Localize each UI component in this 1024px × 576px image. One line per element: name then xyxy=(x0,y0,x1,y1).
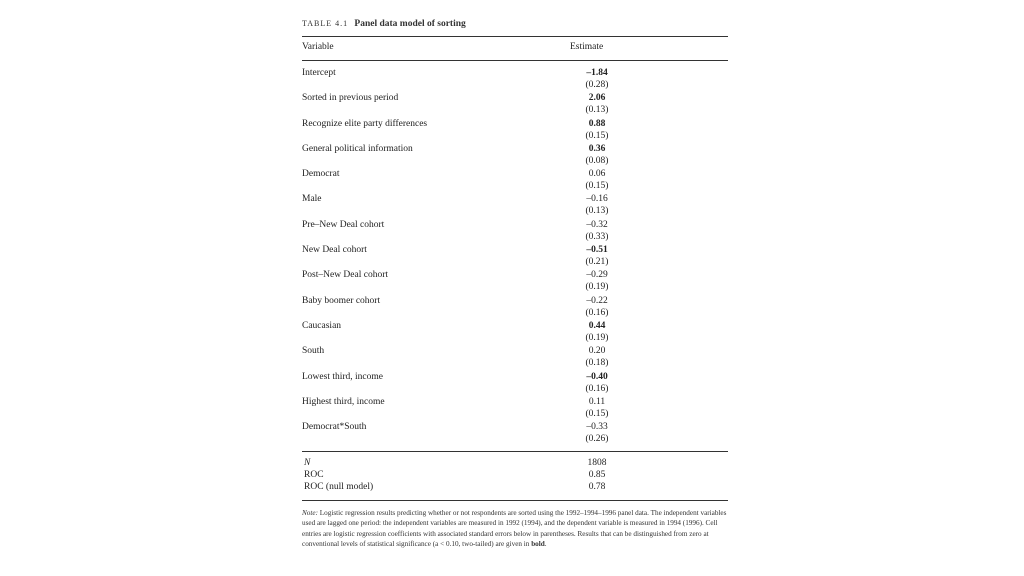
stat-value: 0.85 xyxy=(588,470,606,480)
table-row xyxy=(302,292,728,317)
table-number: TABLE 4.1 xyxy=(302,19,349,28)
row-estimate: –0.33 xyxy=(586,422,608,433)
table-note xyxy=(302,508,728,550)
body-bottom-rule xyxy=(302,451,728,452)
table-row xyxy=(302,190,728,215)
row-standard-error: (0.08) xyxy=(585,155,609,166)
table-row xyxy=(302,64,728,89)
table-row xyxy=(302,216,728,241)
row-variable: Baby boomer cohort xyxy=(302,295,381,306)
row-standard-error: (0.21) xyxy=(585,257,609,268)
row-estimate: 2.06 xyxy=(588,93,606,104)
stat-key: N xyxy=(304,458,311,468)
top-rule xyxy=(302,36,728,37)
row-variable: New Deal cohort xyxy=(302,245,367,256)
row-estimate: –0.22 xyxy=(586,295,608,306)
header-variable: Variable xyxy=(302,42,334,52)
row-variable: Male xyxy=(302,194,322,205)
table-row xyxy=(302,317,728,342)
note-label: Note: xyxy=(302,509,318,517)
row-estimate: –0.32 xyxy=(586,219,608,230)
row-estimate: 0.36 xyxy=(588,143,606,154)
row-estimate: –0.29 xyxy=(586,270,608,281)
row-standard-error: (0.18) xyxy=(585,358,609,369)
table-row xyxy=(302,115,728,140)
row-variable: South xyxy=(302,346,325,357)
table-page xyxy=(302,14,728,570)
row-variable: Recognize elite party differences xyxy=(302,118,428,129)
note-bold-word: bold xyxy=(531,540,545,549)
row-variable: Lowest third, income xyxy=(302,371,383,382)
row-standard-error: (0.13) xyxy=(585,206,609,217)
row-estimate: –0.40 xyxy=(586,371,608,382)
row-standard-error: (0.16) xyxy=(585,307,609,318)
model-stats xyxy=(302,458,728,494)
table-row xyxy=(302,165,728,190)
table-row xyxy=(302,393,728,418)
row-variable: Democrat xyxy=(302,169,340,180)
row-variable: Intercept xyxy=(302,68,336,78)
table-row xyxy=(302,418,728,443)
stat-key: ROC (null model) xyxy=(304,482,374,492)
row-standard-error: (0.19) xyxy=(585,282,609,293)
row-estimate: –0.16 xyxy=(586,194,608,205)
note-text: Logistic regression results predicting whether or not respondents are sorted using the 1992–1994–1996 panel data. The independent variables used are lagged one period: the independent variables are measured in 1992 (1994), and the dependent variable is measured in 1994 (1996). Cell entries are logistic regression coefficients with associated standard errors below in parentheses. Results that can be distinguished from zero at conventional levels of statistical significance (a < 0.10, two-tailed) are given in xyxy=(302,509,727,549)
table-row xyxy=(302,368,728,393)
table-row xyxy=(302,140,728,165)
row-variable: Caucasian xyxy=(302,320,342,331)
row-standard-error: (0.28) xyxy=(585,80,609,90)
table-row xyxy=(302,89,728,114)
row-estimate: 0.06 xyxy=(588,169,606,180)
table-row xyxy=(302,241,728,266)
row-standard-error: (0.16) xyxy=(585,383,609,394)
table-body xyxy=(302,64,728,443)
row-variable: Highest third, income xyxy=(302,396,385,407)
row-standard-error: (0.15) xyxy=(585,130,609,141)
row-variable: Democrat*South xyxy=(302,422,367,433)
table-row xyxy=(302,266,728,291)
row-standard-error: (0.15) xyxy=(585,181,609,192)
row-variable: Sorted in previous period xyxy=(302,93,399,104)
table-caption xyxy=(302,18,466,29)
row-estimate: 0.11 xyxy=(588,396,606,407)
row-standard-error: (0.26) xyxy=(585,434,609,445)
row-standard-error: (0.13) xyxy=(585,105,609,116)
row-variable: General political information xyxy=(302,143,413,154)
row-estimate: 0.20 xyxy=(588,346,606,357)
header-rule xyxy=(302,60,728,61)
row-estimate: –1.84 xyxy=(586,68,608,78)
stat-key: ROC xyxy=(304,470,324,480)
row-variable: Pre–New Deal cohort xyxy=(302,219,385,230)
row-standard-error: (0.33) xyxy=(585,231,609,242)
row-standard-error: (0.19) xyxy=(585,332,609,343)
header-estimate: Estimate xyxy=(570,42,604,52)
note-end: . xyxy=(544,540,547,549)
row-variable: Post–New Deal cohort xyxy=(302,270,389,281)
row-estimate: 0.44 xyxy=(588,320,606,331)
table-title: Panel data model of sorting xyxy=(354,19,466,29)
row-estimate: 0.88 xyxy=(588,118,606,129)
table-row xyxy=(302,342,728,367)
stat-value: 0.78 xyxy=(588,482,606,492)
stat-row xyxy=(302,470,728,482)
row-standard-error: (0.15) xyxy=(585,408,609,419)
stats-bottom-rule xyxy=(302,500,728,501)
stat-row xyxy=(302,482,728,494)
stat-row xyxy=(302,458,728,470)
row-estimate: –0.51 xyxy=(586,245,608,256)
stat-value: 1808 xyxy=(587,458,607,468)
